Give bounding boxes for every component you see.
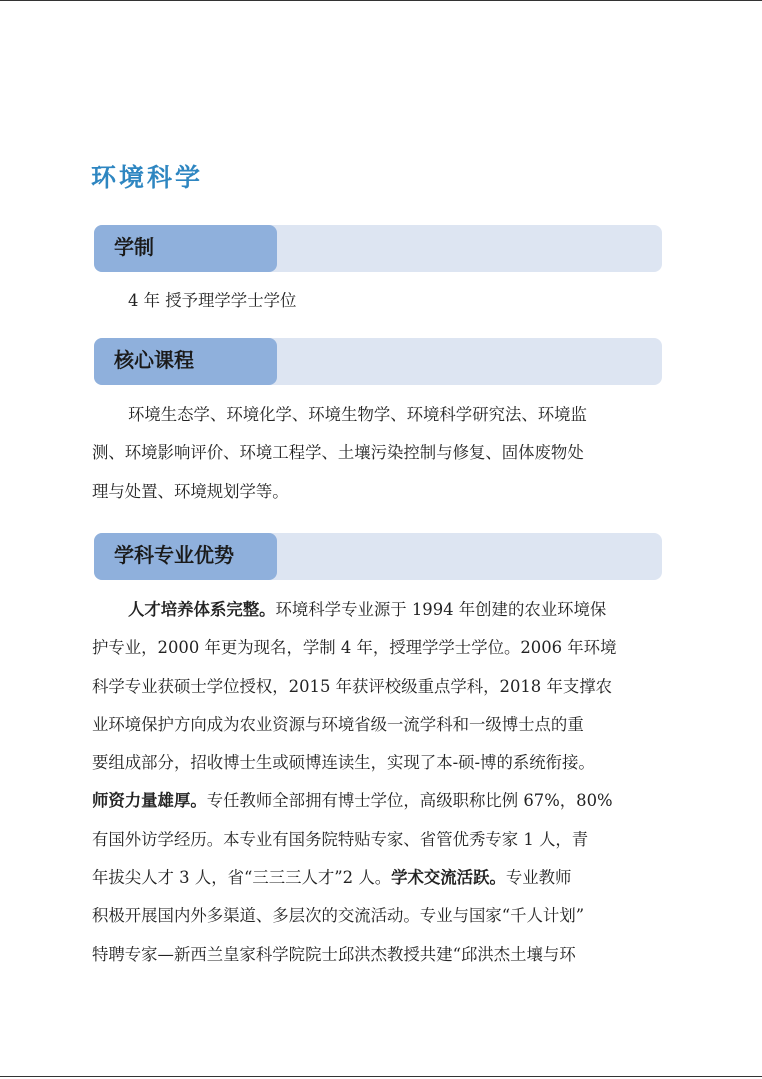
advantages-line: 护专业，2000 年更为现名，学制 4 年，授理学学士学位。2006 年环境 <box>92 638 617 658</box>
advantages-line <box>92 782 670 820</box>
advantages-line: 科学专业获硕士学位授权，2015 年获评校级重点学科，2018 年支撑农 <box>92 676 613 696</box>
section-heading: 学制 <box>114 235 154 259</box>
advantages-text-run: 年拔尖人才 3 人，省“三三三人才”2 人。 <box>92 868 392 888</box>
advantage-title-talent: 人才培养体系完整。 <box>128 600 276 619</box>
section-heading: 核心课程 <box>114 348 194 372</box>
advantages-text <box>92 591 670 974</box>
page-title: 环境科学 <box>91 163 204 192</box>
courses-line: 测、环境影响评价、环境工程学、土壤污染控制与修复、固体废物处 <box>92 443 584 463</box>
advantages-line: 有国外访学经历。本专业有国务院特贴专家、省管优秀专家 1 人，青 <box>92 829 589 849</box>
section-header-xuezhi <box>94 225 662 272</box>
advantages-line: 要组成部分，招收博士生或硕博连读生，实现了本-硕-博的系统衔接。 <box>92 753 595 773</box>
courses-line: 环境生态学、环境化学、环境生物学、环境科学研究法、环境监 <box>128 405 587 424</box>
courses-text <box>92 396 670 511</box>
courses-line: 理与处置、环境规划学等。 <box>92 481 289 501</box>
advantages-text-run: 专业教师 <box>505 868 572 888</box>
advantages-line: 积极开展国内外多渠道、多层次的交流活动。专业与国家“千人计划” <box>92 906 585 926</box>
advantages-line <box>92 859 670 897</box>
advantages-line: 特聘专家—新西兰皇家科学院院士邱洪杰教授共建“邱洪杰土壤与环 <box>92 944 576 964</box>
bottom-rule <box>0 1076 762 1077</box>
section-header-advantages <box>94 533 662 580</box>
section-header-courses <box>94 338 662 385</box>
xuezhi-text: 4 年 授予理学学士学位 <box>128 291 297 310</box>
advantages-text-run: 环境科学专业源于 1994 年创建的农业环境保 <box>275 600 607 619</box>
advantage-title-faculty: 师资力量雄厚。 <box>92 791 207 811</box>
section-heading: 学科专业优势 <box>114 543 234 567</box>
advantages-text-run: 专任教师全部拥有博士学位，高级职称比例 67%，80% <box>206 791 613 811</box>
advantages-line: 业环境保护方向成为农业资源与环境省级一流学科和一级博士点的重 <box>92 714 584 734</box>
advantage-title-exchange: 学术交流活跃。 <box>391 868 506 888</box>
top-rule <box>0 0 762 1</box>
advantages-line <box>92 591 670 629</box>
